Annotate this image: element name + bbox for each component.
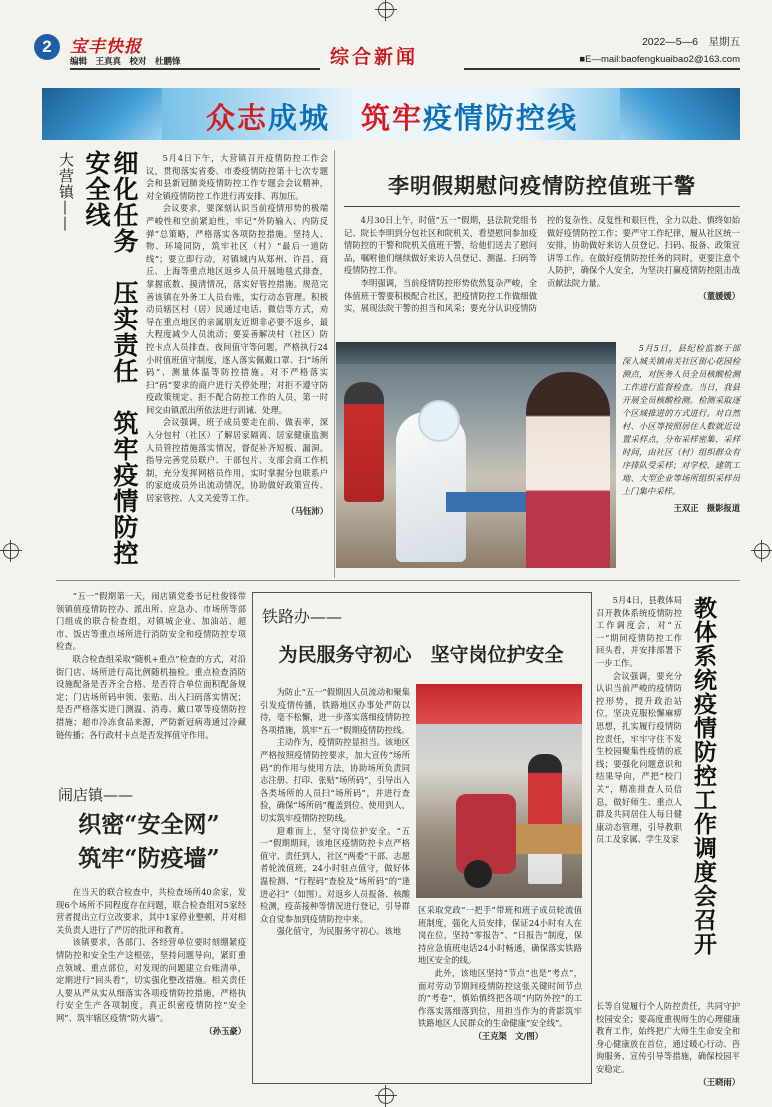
header-rule-left	[70, 68, 320, 70]
section-divider	[56, 580, 740, 581]
page-number: 2	[34, 34, 60, 60]
story3-headline-2: 筑牢“防疫墙”	[78, 845, 220, 872]
story2-paragraph: 4月30日上午，时值“五一”假期，县法院党组书记、院长李明到分包社区和院机关，看望慰问参加疫情防控的干警和院机关值班干警，给他们送去了慰问品，嘱咐他们继续做好来访人员登记、测温、扫码等疫情防控工作。	[344, 215, 537, 276]
column-divider	[334, 150, 335, 578]
photo-worker-face-shield	[418, 400, 460, 442]
banner-photo-right	[620, 88, 740, 140]
story3-headline-1: 织密“安全网”	[78, 811, 220, 838]
section-title: 综合新闻	[330, 46, 419, 68]
banner-word-3: 筑牢	[361, 101, 424, 135]
story5-paragraph: 长等自觉履行个人防控责任，共同守护校园安全；要高度重视师生的心理健康教育工作，始终把广大师生生命安全和身心健康放在首位，通过暖心行动、咨询服务、宣传引导等措施，确保校园平安稳定。	[596, 1001, 740, 1074]
story4-byline: （王克渠 文/图）	[473, 1030, 543, 1041]
story4-paragraph: 主动作为，疫情防控显担当。该地区严格按照疫情防控要求，加大宣传“场所码”的作用与使用方法，协助场所负责同志注册、打印、张贴“场所码”，引导出入各类场所的人员扫“场所码”，并进行查验，确保“场所码”覆盖到位、使用到人，切实筑牢疫情防控防线。	[260, 737, 410, 823]
photo-wheel	[464, 860, 492, 888]
story3-body-top	[56, 590, 246, 741]
story4-body-col2	[418, 904, 582, 1043]
banner-photo-left	[42, 88, 162, 140]
photo-desk	[516, 824, 582, 854]
story5-byline: （王晓雨）	[698, 1076, 740, 1087]
story4-paragraph: 迎难而上，坚守岗位护安全。“五一”假期期间，该地区疫情防控卡点严格值守、责任到人，社区“两委”干部、志愿者轮流值班，24小时驻点值守，做好体温检测、“行程码”查验及“场所码”的“逢进必扫”（如图）。对返乡人员报备、核酸检测，疫苗接种等情况进行登记，引导群众自觉参加到疫情防控中来。	[260, 825, 410, 924]
photo-byline: 王双正 摄影报道	[673, 503, 740, 513]
story5-paragraph: 会议强调，要充分认识当前严峻的疫情防控形势，提升政治站位，坚决克服松懈麻痹思想，扎实履行疫情防控责任，牢牢守住不发生校园聚集性疫情的底线；要强化问题意识和结果导向，严把“校门关”，精准排查人员信息，做好师生、重点人群及共同居住人每日健康动态管理，引导教职员工及家属、学生及家	[596, 670, 682, 845]
story4-paragraph: 强化值守，为民服务守初心。该地	[276, 926, 402, 937]
story4-paragraph: 此外，该地区坚持“节点”也是“考点”，面对劳动节期间疫情防控这张关键时间节点的“考卷”，慎始慎终把各项“内防外控”的工作落实落细落到位，用担当作为的背影筑牢铁路地区人民群众的生命健康“安全线”。	[418, 967, 582, 1029]
story5-paragraph: 5月4日，县教体局召开教体系统疫情防控工作调度会，对“五一”期间疫情防控工作回头看，并安排部署下一步工作。	[596, 595, 682, 668]
banner-word-4: 疫情防控线	[423, 101, 579, 135]
story4-body-col1	[260, 686, 410, 938]
story3-paragraph: 联合检查组采取“随机+重点”检查的方式，对沿街门店、场所进行高比例随机抽检。重点检查消防设施配备是否齐全合格、是否符合单位面积配备规定；门店场所码申领、张贴、出入扫码落实情况；是否严格落实进门测温、消毒、戴口罩等疫情防控措施；超市冷冻食品来源，严防新冠病毒通过冷藏链传播；各行政村卡点是否发挥值守作用。	[56, 653, 246, 740]
story3-paragraph: “五一”假期第一天，闹店镇党委书记杜俊锋带领镇值疫情防控办、派出所、应急办、市场所等部门组成的联合检查组，对镇城企业、加油站、超市、饭店等重点场所进行消防安全和疫情防控专项检查。	[56, 591, 246, 652]
story1-body	[146, 152, 328, 517]
photo-girl	[526, 372, 610, 568]
story4-headline: 为民服务守初心 坚守岗位护安全	[278, 644, 564, 666]
story2-byline: （董媛媛）	[698, 290, 740, 301]
editor-line: 编辑 王真真 校对 杜鹏锋	[70, 57, 181, 67]
story2-paragraph: 李明强调，当前疫情防控形势依然复杂严峻，全体值班干警要积极配合社区，把疫情防控工作做细做实，展现法院干警的担当和风采；要充分认识疫情防控的复杂性、反复性和艰巨性，全力以赴、慎终如始做好疫情防控工作；要严守工作纪律，履从社区统一安排，协助做好来访人员登记、扫码、报备、政策宣讲等工作。在做好疫情防控任务的同时，更要注意个人防护，确保个人安全，为坚决打赢疫情防控阻击战贡献法院力量。	[344, 215, 740, 314]
page-header	[34, 30, 740, 74]
story3-kicker: 闹店镇——	[58, 786, 134, 804]
story3-body-bottom	[56, 886, 246, 1037]
contact-email: ■E—mail:baofengkuaibao2@163.com	[579, 54, 740, 65]
story1-paragraph: 会议要求，要深刻认识当前疫情形势的极端严峻性和空前紧迫性，牢记“外防输入、内防反弹”总策略，严格落实各项防控措施。坚持人、物、环境同防，筑牢社区（村）“最后一道防线”；要立即行动，对镇域内从郑州、许昌、商丘、上海等重点地区返乡人员开展地毯式排查，掌握底数、摸清情况，落实好管控措施。规范完善该镇在外务工人员台账，实行动态管理。积极动员辖区村（居）民通过电话、微信等方式，劝导在重点地区的亲属朋友近期非必要不返乡，最大程度减少人员流动；要妥善解决村（社区）防控卡点人员排查、夜间值守等问题，严格执行24小时值班值守制度，逐人落实佩戴口罩、扫“场所码”、测量体温等防控措施。对不严格落实扫“码”要求的商户进行关停处理；对拒不遵守防疫政策规定、拒不配合防控工作的人员，第一时间交由镇派出所依法进行训诫、处理。	[146, 203, 328, 415]
story3-paragraph: 在当天的联合检查中，共检查场所40余家，发现6个场所不同程度存在问题，联合检查组对5家经营者提出立行立改要求，其中1家停业整顿，并对相关负责人进行了严厉的批评和教育。	[56, 887, 246, 935]
story5-body-wide	[596, 1000, 740, 1088]
banner-word-1: 众志	[205, 101, 268, 135]
banner-title	[202, 96, 582, 137]
banner-word-2: 成城	[267, 101, 361, 135]
feature-banner	[42, 88, 740, 140]
registration-mark-bottom	[378, 1088, 394, 1104]
registration-mark-left	[3, 543, 19, 559]
story4-paragraph: 为防止“五一”假期因人员流动和聚集引发疫情传播，铁路地区办事处严防以待，毫不松懈，进一步落实落细疫情防控各项措施，筑牢“五一”假期疫情防控线。	[260, 687, 410, 735]
story1-paragraph: 会议强调，班子成员要走在前、做表率，深入分包村（社区）了解居家隔离、居家健康监测人员管控措施落实情况，督促补齐短板、漏洞。指导完善党员联户、干部包片、支部会商工作机制，充分发挥网格员作用，实时掌握分包联系户的家庭成员外出流动情况，协助做好政策宣传、居家管控、人文关爱等工作。	[146, 417, 328, 504]
issue-date: 2022—5—6 星期五	[641, 36, 740, 48]
photo-canopy	[336, 342, 616, 364]
registration-mark-top	[378, 2, 394, 18]
story1-byline: （马钰沛）	[286, 505, 328, 516]
street-photo	[416, 684, 582, 898]
story3-paragraph: 该镇要求，各部门、各经营单位要时刻绷紧疫情防控和安全生产这根弦，坚持问题导向，紧盯重点领域、重点部位，对发现的问题建立台账清单，定期进行“回头看”，切实强化整改措施。相关责任人要从严从实从细落实各项疫情防控措施，严格执行安全生产各项制度，真正织密疫情防控“安全网”、筑牢辖区疫情“防火墙”。	[56, 937, 246, 1023]
testing-photo	[336, 342, 616, 568]
paper-name-logo: 宝丰快报	[70, 37, 142, 57]
registration-mark-right	[754, 543, 770, 559]
story3-byline: （孙玉豪）	[204, 1025, 246, 1036]
header-rule-right	[464, 68, 740, 70]
story4-paragraph: 区采取党政“一把手”带班和班子成员轮流值班制度，强化人员安排，保证24小时有人在岗在位，坚持“零报告”、“日报告”制度，保持应急值班电话24小时畅通，确保落实铁路地区安全的线。	[418, 905, 582, 966]
story1-kicker: 大营镇——	[57, 152, 75, 232]
story5-body-narrow	[596, 594, 682, 846]
photo-person-red-vest	[344, 382, 384, 502]
story1-paragraph: 5月4日下午，大营镇召开疫情防控工作会议，贯彻落实省委、市委疫情防控第十七次专题会和县新冠肺炎疫情防控工作专题会会议精神，对全镇疫情防控工作进行再安排、再加压。	[146, 153, 328, 201]
photo-caption	[622, 342, 740, 515]
story2-headline: 李明假期慰问疫情防控值班干警	[388, 173, 696, 198]
photo-volunteer	[528, 754, 562, 884]
story4-kicker: 铁路办——	[262, 607, 343, 626]
photo-tent	[416, 684, 582, 724]
story1-headline: 细化任务 压实责任 筑牢疫情防控安全线	[82, 150, 139, 566]
story5-headline: 教体系统疫情防控工作调度会召开	[690, 596, 717, 956]
photo-caption-text: 5月5日，县纪检监察干部深入城关镇南关社区街心花园检测点，对医务人员全员核酸检测工作进行监督检查。当日，我县开展全员核酸检测。检测采取逐个区域推进的方式进行。对自然村、小区等按照居住人数就近设置采样点，分布采样密集、采样时间，由社区（村）组织群众有序排队受采样；对学校、建筑工地、大型企业等场所组织采样员上门集中采样。	[622, 343, 740, 496]
story2-headline-rule	[344, 206, 740, 207]
story2-body	[344, 214, 740, 315]
